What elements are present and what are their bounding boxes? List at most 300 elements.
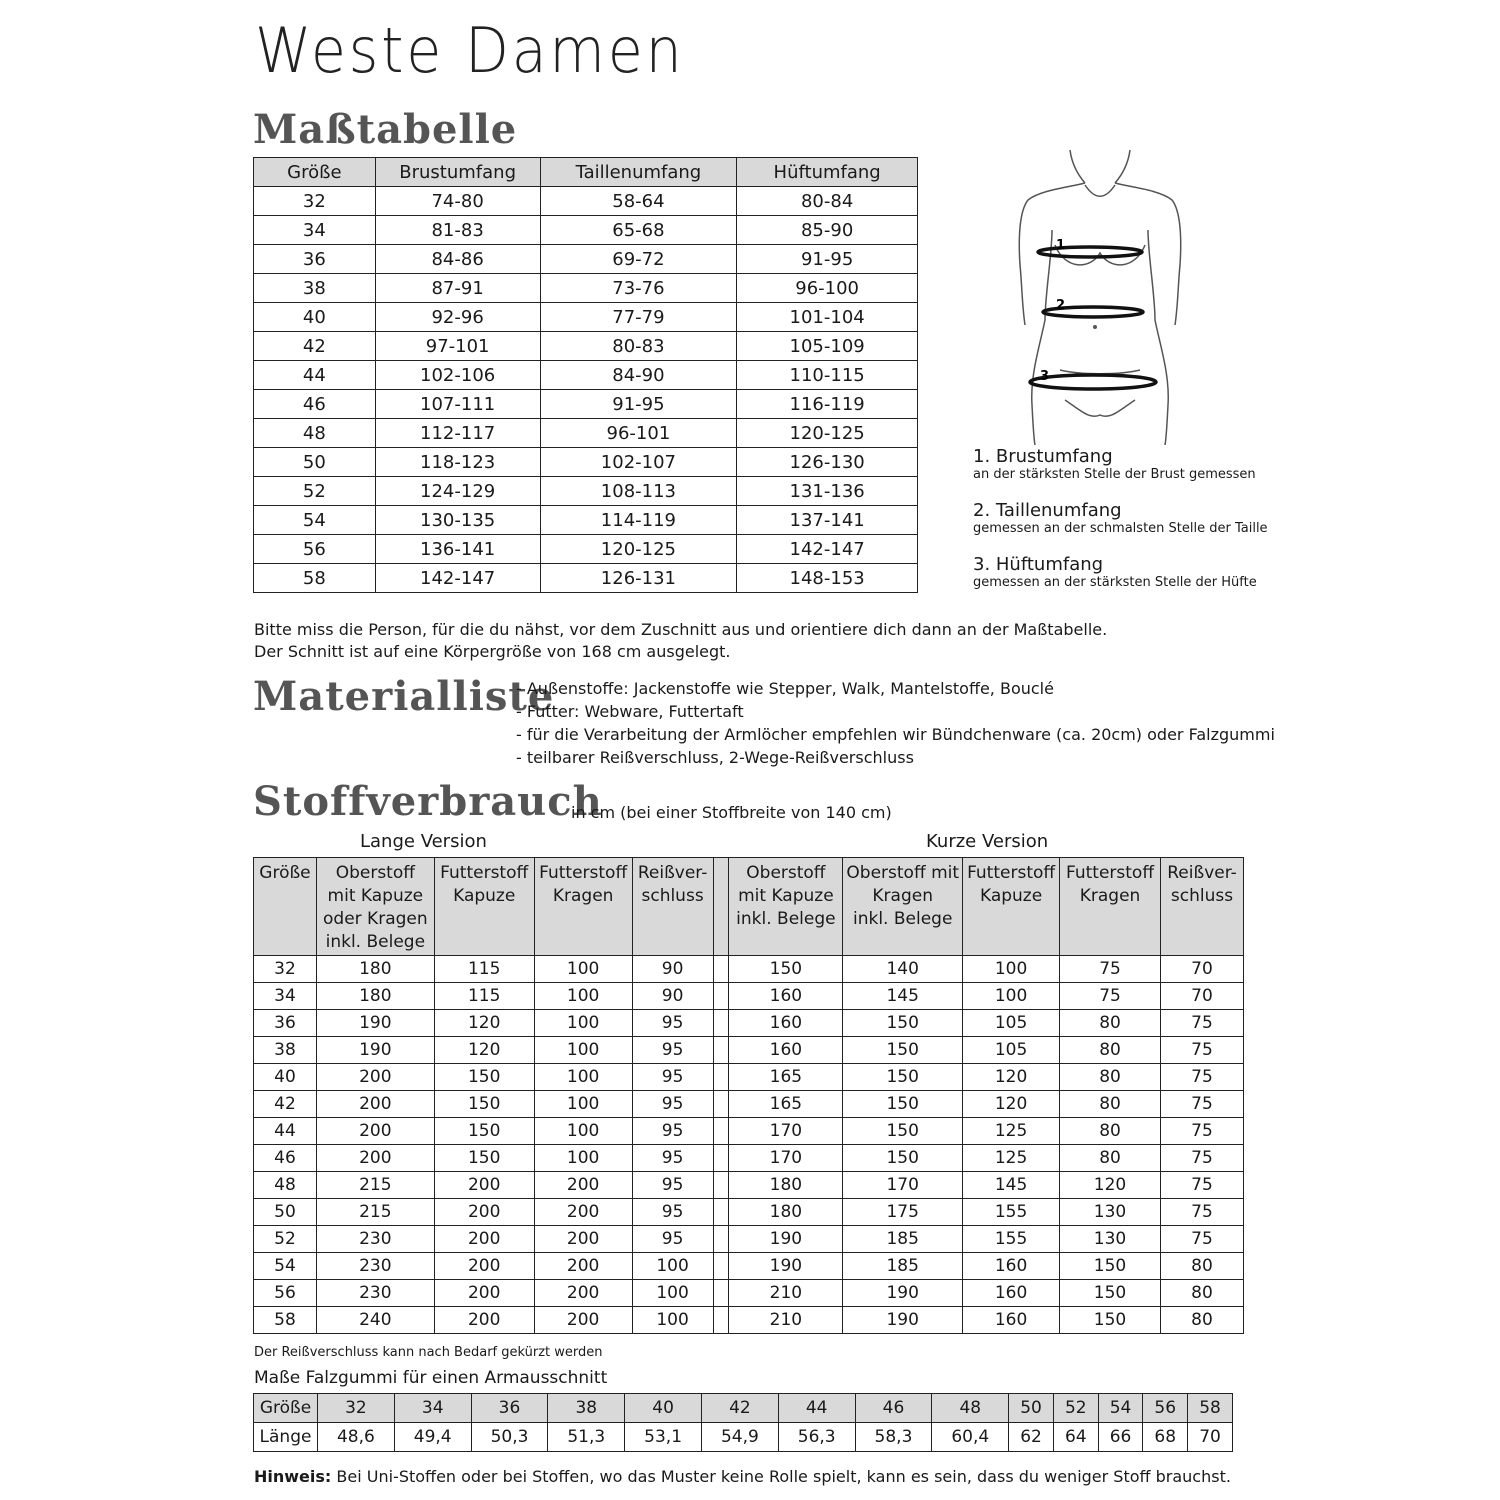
version-separator xyxy=(713,1280,729,1307)
table-cell: 75 xyxy=(1161,1145,1244,1172)
stoff-header-line: Futterstoff xyxy=(539,863,628,883)
falz-length-cell: 48,6 xyxy=(318,1423,395,1452)
table-row xyxy=(254,535,918,564)
table-row xyxy=(254,477,918,506)
table-cell: 200 xyxy=(434,1253,534,1280)
table-cell: 75 xyxy=(1060,983,1161,1010)
material-heading: Materialliste xyxy=(253,673,555,720)
mass-header-cell: Größe xyxy=(254,158,376,187)
table-cell: 95 xyxy=(632,1091,713,1118)
legend-2-sub: gemessen an der schmalsten Stelle der Taille xyxy=(973,521,1268,536)
table-cell: 56 xyxy=(254,535,376,564)
table-cell: 54 xyxy=(254,1253,317,1280)
table-cell: 190 xyxy=(729,1253,843,1280)
table-row xyxy=(254,1307,1244,1334)
falz-size-cell: 58 xyxy=(1188,1394,1233,1423)
table-row xyxy=(254,1199,1244,1226)
stoff-header-cell xyxy=(1060,858,1161,956)
falz-size-cell: 44 xyxy=(778,1394,855,1423)
version-separator xyxy=(713,858,729,956)
hint xyxy=(254,1467,1231,1486)
table-cell: 52 xyxy=(254,1226,317,1253)
stoff-header-line: Größe xyxy=(259,863,311,883)
table-cell: 112-117 xyxy=(375,419,540,448)
table-cell: 200 xyxy=(534,1253,632,1280)
table-cell: 50 xyxy=(254,448,376,477)
table-cell: 65-68 xyxy=(540,216,737,245)
version-separator xyxy=(713,956,729,983)
table-cell: 115 xyxy=(434,983,534,1010)
table-cell: 200 xyxy=(434,1172,534,1199)
table-row xyxy=(254,332,918,361)
stoff-header-line: inkl. Belege xyxy=(852,909,953,929)
table-cell: 200 xyxy=(534,1280,632,1307)
table-row xyxy=(254,1145,1244,1172)
table-cell: 190 xyxy=(729,1226,843,1253)
table-cell: 46 xyxy=(254,1145,317,1172)
table-cell: 210 xyxy=(729,1307,843,1334)
table-cell: 48 xyxy=(254,1172,317,1199)
table-cell: 142-147 xyxy=(737,535,918,564)
table-cell: 210 xyxy=(729,1280,843,1307)
stoff-header-line: Kapuze xyxy=(453,886,516,906)
stoff-header-line: Futterstoff xyxy=(1066,863,1155,883)
table-cell: 150 xyxy=(1060,1307,1161,1334)
table-row xyxy=(254,956,1244,983)
table-cell: 230 xyxy=(316,1226,434,1253)
table-cell: 105 xyxy=(963,1037,1060,1064)
table-cell: 44 xyxy=(254,1118,317,1145)
table-row xyxy=(254,419,918,448)
table-cell: 120 xyxy=(963,1064,1060,1091)
table-cell: 107-111 xyxy=(375,390,540,419)
falz-length-cell: 51,3 xyxy=(548,1423,625,1452)
table-row xyxy=(254,1118,1244,1145)
table-cell: 75 xyxy=(1161,1064,1244,1091)
falz-length-cell: 53,1 xyxy=(625,1423,702,1452)
table-row xyxy=(254,216,918,245)
table-cell: 91-95 xyxy=(540,390,737,419)
table-cell: 100 xyxy=(963,983,1060,1010)
table-cell: 32 xyxy=(254,956,317,983)
material-item: - für die Verarbeitung der Armlöcher empfehlen wir Bündchenware (ca. 20cm) oder Falzgummi xyxy=(516,725,1275,744)
table-cell: 120 xyxy=(963,1091,1060,1118)
table-cell: 75 xyxy=(1161,1172,1244,1199)
table-cell: 48 xyxy=(254,419,376,448)
table-cell: 90 xyxy=(632,956,713,983)
falz-length-cell: 49,4 xyxy=(394,1423,471,1452)
falz-length-cell: 64 xyxy=(1053,1423,1098,1452)
table-cell: 180 xyxy=(729,1172,843,1199)
table-cell: 80 xyxy=(1060,1145,1161,1172)
table-cell: 230 xyxy=(316,1253,434,1280)
table-cell: 58-64 xyxy=(540,187,737,216)
legend-3-sub: gemessen an der stärksten Stelle der Hüfte xyxy=(973,575,1257,590)
table-row xyxy=(254,448,918,477)
table-cell: 200 xyxy=(434,1307,534,1334)
table-cell: 40 xyxy=(254,303,376,332)
falz-size-cell: 42 xyxy=(701,1394,778,1423)
table-cell: 36 xyxy=(254,1010,317,1037)
table-row xyxy=(254,983,1244,1010)
stoff-header-line: mit Kapuze xyxy=(327,886,424,906)
table-row xyxy=(254,564,918,593)
table-cell: 85-90 xyxy=(737,216,918,245)
table-cell: 70 xyxy=(1161,983,1244,1010)
table-cell: 160 xyxy=(729,983,843,1010)
stoff-header-line: Reißver- xyxy=(637,863,708,883)
table-row xyxy=(254,303,918,332)
table-cell: 80 xyxy=(1060,1010,1161,1037)
table-cell: 80-83 xyxy=(540,332,737,361)
table-cell: 150 xyxy=(729,956,843,983)
table-cell: 91-95 xyxy=(737,245,918,274)
table-cell: 100 xyxy=(963,956,1060,983)
table-row xyxy=(254,1091,1244,1118)
stoff-header-cell xyxy=(729,858,843,956)
version-separator xyxy=(713,1226,729,1253)
table-cell: 130-135 xyxy=(375,506,540,535)
table-cell: 200 xyxy=(316,1064,434,1091)
table-row xyxy=(254,1280,1244,1307)
table-cell: 100 xyxy=(534,1118,632,1145)
table-cell: 100 xyxy=(632,1253,713,1280)
table-row xyxy=(254,187,918,216)
table-cell: 190 xyxy=(316,1010,434,1037)
stoff-subheading: in cm (bei einer Stoffbreite von 140 cm) xyxy=(571,803,892,822)
table-cell: 34 xyxy=(254,216,376,245)
stoff-header-line: Futterstoff xyxy=(967,863,1056,883)
table-cell: 80 xyxy=(1161,1253,1244,1280)
table-cell: 200 xyxy=(316,1145,434,1172)
table-cell: 38 xyxy=(254,1037,317,1064)
stoff-table xyxy=(253,857,1244,1334)
mass-table xyxy=(253,157,918,593)
table-cell: 200 xyxy=(434,1280,534,1307)
table-cell: 190 xyxy=(843,1307,963,1334)
table-cell: 145 xyxy=(843,983,963,1010)
table-cell: 52 xyxy=(254,477,376,506)
table-cell: 200 xyxy=(434,1199,534,1226)
table-cell: 80-84 xyxy=(737,187,918,216)
falz-size-cell: 34 xyxy=(394,1394,471,1423)
table-cell: 175 xyxy=(843,1199,963,1226)
stoff-header-cell xyxy=(534,858,632,956)
table-cell: 95 xyxy=(632,1226,713,1253)
table-cell: 185 xyxy=(843,1226,963,1253)
table-cell: 102-106 xyxy=(375,361,540,390)
table-row xyxy=(254,1010,1244,1037)
table-cell: 150 xyxy=(843,1037,963,1064)
falz-length-cell: 56,3 xyxy=(778,1423,855,1452)
stoff-header-cell xyxy=(1161,858,1244,956)
table-cell: 58 xyxy=(254,1307,317,1334)
table-row xyxy=(254,1172,1244,1199)
table-cell: 38 xyxy=(254,274,376,303)
table-cell: 200 xyxy=(434,1226,534,1253)
stoff-header-line: oder Kragen xyxy=(323,909,428,929)
material-list xyxy=(516,677,1275,769)
table-cell: 150 xyxy=(434,1118,534,1145)
stoff-header-line: mit Kapuze xyxy=(738,886,834,906)
falz-length-cell: 58,3 xyxy=(855,1423,932,1452)
table-cell: 80 xyxy=(1161,1280,1244,1307)
table-cell: 100 xyxy=(632,1280,713,1307)
table-cell: 42 xyxy=(254,1091,317,1118)
table-cell: 95 xyxy=(632,1010,713,1037)
table-cell: 102-107 xyxy=(540,448,737,477)
table-cell: 140 xyxy=(843,956,963,983)
version-separator xyxy=(713,983,729,1010)
falz-size-cell: 48 xyxy=(932,1394,1009,1423)
falz-size-cell: 54 xyxy=(1098,1394,1143,1423)
falz-length-cell: 50,3 xyxy=(471,1423,548,1452)
table-cell: 180 xyxy=(729,1199,843,1226)
falz-row-label: Größe xyxy=(254,1394,318,1423)
version-separator xyxy=(713,1091,729,1118)
table-cell: 155 xyxy=(963,1199,1060,1226)
table-cell: 165 xyxy=(729,1091,843,1118)
table-cell: 170 xyxy=(729,1118,843,1145)
table-cell: 92-96 xyxy=(375,303,540,332)
table-cell: 150 xyxy=(434,1064,534,1091)
table-cell: 116-119 xyxy=(737,390,918,419)
table-cell: 95 xyxy=(632,1172,713,1199)
legend-2-title: 2. Taillenumfang xyxy=(973,500,1122,521)
version-separator xyxy=(713,1010,729,1037)
table-cell: 96-100 xyxy=(737,274,918,303)
mass-header-cell: Hüftumfang xyxy=(737,158,918,187)
table-cell: 69-72 xyxy=(540,245,737,274)
mass-heading: Maßtabelle xyxy=(253,106,518,153)
table-cell: 160 xyxy=(963,1280,1060,1307)
table-cell: 80 xyxy=(1060,1091,1161,1118)
table-cell: 155 xyxy=(963,1226,1060,1253)
table-row xyxy=(254,245,918,274)
version-separator xyxy=(713,1064,729,1091)
stoff-header-line: Kragen xyxy=(552,886,614,906)
table-row xyxy=(254,506,918,535)
table-cell: 54 xyxy=(254,506,376,535)
table-cell: 97-101 xyxy=(375,332,540,361)
table-cell: 200 xyxy=(316,1091,434,1118)
table-cell: 120 xyxy=(1060,1172,1161,1199)
version-separator xyxy=(713,1145,729,1172)
table-row xyxy=(254,274,918,303)
marker-2: 2 xyxy=(1056,298,1066,313)
table-cell: 240 xyxy=(316,1307,434,1334)
hint-label: Hinweis: xyxy=(254,1467,332,1486)
stoff-header-cell xyxy=(632,858,713,956)
table-cell: 75 xyxy=(1161,1118,1244,1145)
table-cell: 230 xyxy=(316,1280,434,1307)
stoff-header-line: inkl. Belege xyxy=(325,932,426,952)
falz-size-cell: 40 xyxy=(625,1394,702,1423)
table-cell: 148-153 xyxy=(737,564,918,593)
table-cell: 95 xyxy=(632,1037,713,1064)
stoff-header-line: schluss xyxy=(641,886,704,906)
mass-header-cell: Brustumfang xyxy=(375,158,540,187)
body-measurement-figure xyxy=(1000,145,1200,445)
table-cell: 75 xyxy=(1161,1226,1244,1253)
falz-size-cell: 50 xyxy=(1009,1394,1054,1423)
table-cell: 77-79 xyxy=(540,303,737,332)
stoff-header-cell xyxy=(963,858,1060,956)
stoff-header-line: Reißver- xyxy=(1167,863,1237,883)
table-cell: 170 xyxy=(729,1145,843,1172)
stoff-header-line: Oberstoff mit xyxy=(846,863,960,883)
table-cell: 170 xyxy=(843,1172,963,1199)
table-cell: 180 xyxy=(316,956,434,983)
table-cell: 118-123 xyxy=(375,448,540,477)
falz-length-cell: 68 xyxy=(1143,1423,1188,1452)
table-cell: 150 xyxy=(843,1010,963,1037)
table-cell: 100 xyxy=(534,956,632,983)
stoff-header-line: inkl. Belege xyxy=(736,909,836,929)
table-cell: 160 xyxy=(729,1010,843,1037)
figure-legend xyxy=(973,446,1268,590)
table-cell: 200 xyxy=(534,1226,632,1253)
table-row xyxy=(254,1064,1244,1091)
table-cell: 110-115 xyxy=(737,361,918,390)
table-row xyxy=(254,361,918,390)
table-cell: 165 xyxy=(729,1064,843,1091)
table-cell: 95 xyxy=(632,1199,713,1226)
legend-1-title: 1. Brustumfang xyxy=(973,446,1113,467)
bust-measure-line xyxy=(1038,247,1142,257)
table-cell: 125 xyxy=(963,1118,1060,1145)
material-item: - Außenstoffe: Jackenstoffe wie Stepper, Walk, Mantelstoffe, Bouclé xyxy=(516,679,1054,698)
table-cell: 150 xyxy=(1060,1280,1161,1307)
table-cell: 101-104 xyxy=(737,303,918,332)
table-cell: 105-109 xyxy=(737,332,918,361)
table-cell: 131-136 xyxy=(737,477,918,506)
table-cell: 90 xyxy=(632,983,713,1010)
table-cell: 120 xyxy=(434,1010,534,1037)
table-cell: 137-141 xyxy=(737,506,918,535)
table-cell: 58 xyxy=(254,564,376,593)
table-cell: 124-129 xyxy=(375,477,540,506)
table-cell: 44 xyxy=(254,361,376,390)
table-cell: 81-83 xyxy=(375,216,540,245)
stoff-header-cell xyxy=(843,858,963,956)
table-cell: 75 xyxy=(1161,1010,1244,1037)
table-cell: 200 xyxy=(534,1307,632,1334)
table-cell: 190 xyxy=(843,1280,963,1307)
falz-heading: Maße Falzgummi für einen Armausschnitt xyxy=(254,1368,608,1388)
marker-1: 1 xyxy=(1056,238,1066,253)
table-cell: 36 xyxy=(254,245,376,274)
table-cell: 95 xyxy=(632,1118,713,1145)
table-cell: 74-80 xyxy=(375,187,540,216)
stoff-header-line: Kragen xyxy=(1079,886,1141,906)
falz-table xyxy=(253,1393,1233,1452)
table-cell: 126-131 xyxy=(540,564,737,593)
table-cell: 150 xyxy=(1060,1253,1161,1280)
stoff-header-cell xyxy=(316,858,434,956)
table-cell: 150 xyxy=(434,1145,534,1172)
kurz-version-label: Kurze Version xyxy=(926,831,1049,852)
table-cell: 95 xyxy=(632,1145,713,1172)
table-cell: 190 xyxy=(316,1037,434,1064)
table-cell: 142-147 xyxy=(375,564,540,593)
table-cell: 84-86 xyxy=(375,245,540,274)
table-cell: 108-113 xyxy=(540,477,737,506)
stoff-header-line: Futterstoff xyxy=(440,863,529,883)
stoff-heading: Stoffverbrauch xyxy=(253,778,603,825)
falz-size-cell: 52 xyxy=(1053,1394,1098,1423)
table-cell: 125 xyxy=(963,1145,1060,1172)
table-cell: 84-90 xyxy=(540,361,737,390)
falz-size-cell: 46 xyxy=(855,1394,932,1423)
table-cell: 105 xyxy=(963,1010,1060,1037)
table-cell: 100 xyxy=(632,1307,713,1334)
version-separator xyxy=(713,1037,729,1064)
table-cell: 115 xyxy=(434,956,534,983)
falz-length-cell: 70 xyxy=(1188,1423,1233,1452)
table-cell: 160 xyxy=(963,1307,1060,1334)
table-cell: 150 xyxy=(843,1064,963,1091)
table-cell: 87-91 xyxy=(375,274,540,303)
falz-size-cell: 32 xyxy=(318,1394,395,1423)
stoff-header-line: schluss xyxy=(1170,886,1234,906)
table-cell: 40 xyxy=(254,1064,317,1091)
table-cell: 100 xyxy=(534,1010,632,1037)
table-cell: 145 xyxy=(963,1172,1060,1199)
marker-3: 3 xyxy=(1040,369,1050,384)
table-cell: 96-101 xyxy=(540,419,737,448)
table-cell: 160 xyxy=(963,1253,1060,1280)
falz-length-cell: 66 xyxy=(1098,1423,1143,1452)
stoff-header-cell xyxy=(254,858,317,956)
table-cell: 215 xyxy=(316,1199,434,1226)
falz-length-cell: 54,9 xyxy=(701,1423,778,1452)
table-cell: 136-141 xyxy=(375,535,540,564)
table-cell: 34 xyxy=(254,983,317,1010)
table-cell: 200 xyxy=(316,1118,434,1145)
table-row xyxy=(254,1226,1244,1253)
stoff-header-line: Oberstoff xyxy=(335,863,415,883)
table-cell: 120-125 xyxy=(540,535,737,564)
falz-size-cell: 38 xyxy=(548,1394,625,1423)
falz-length-cell: 62 xyxy=(1009,1423,1054,1452)
table-cell: 114-119 xyxy=(540,506,737,535)
version-separator xyxy=(713,1118,729,1145)
table-cell: 100 xyxy=(534,1037,632,1064)
hint-text: Bei Uni-Stoffen oder bei Stoffen, wo das Muster keine Rolle spielt, kann es sein, dass du weniger Stoff brauchst. xyxy=(331,1467,1231,1486)
table-cell: 42 xyxy=(254,332,376,361)
table-cell: 100 xyxy=(534,1064,632,1091)
falz-row-label: Länge xyxy=(254,1423,318,1452)
table-cell: 80 xyxy=(1161,1307,1244,1334)
table-cell: 70 xyxy=(1161,956,1244,983)
mass-header-cell: Taillenumfang xyxy=(540,158,737,187)
table-row xyxy=(254,1037,1244,1064)
table-cell: 100 xyxy=(534,1091,632,1118)
table-cell: 215 xyxy=(316,1172,434,1199)
table-cell: 80 xyxy=(1060,1064,1161,1091)
mass-note-1: Bitte miss die Person, für die du nähst, vor dem Zuschnitt aus und orientiere dich dann an der Maßtabelle. xyxy=(254,620,1108,639)
table-cell: 150 xyxy=(843,1145,963,1172)
table-cell: 150 xyxy=(434,1091,534,1118)
table-cell: 56 xyxy=(254,1280,317,1307)
table-cell: 130 xyxy=(1060,1199,1161,1226)
stoff-header-line: Kragen xyxy=(872,886,933,906)
falz-size-cell: 56 xyxy=(1143,1394,1188,1423)
table-cell: 32 xyxy=(254,187,376,216)
table-row xyxy=(254,390,918,419)
lang-version-label: Lange Version xyxy=(360,831,487,852)
